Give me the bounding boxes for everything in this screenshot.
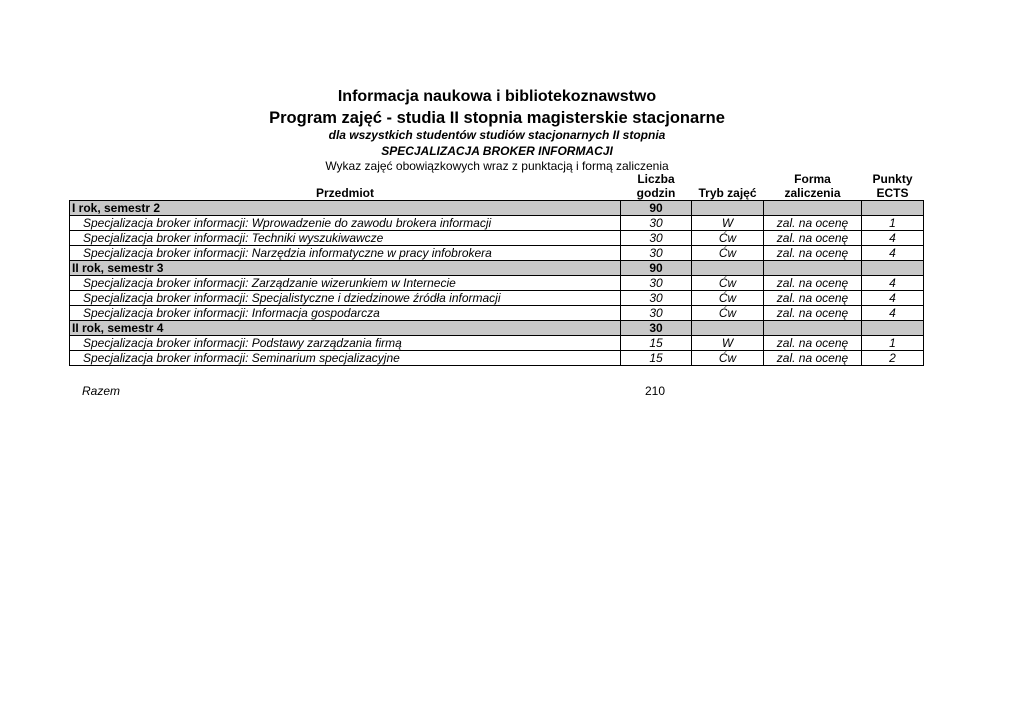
course-mode: Ćw	[692, 291, 764, 306]
course-row	[70, 246, 924, 261]
course-name: Specjalizacja broker informacji: Seminarium specjalizacyjne	[70, 351, 621, 366]
header-subject: Przedmiot	[315, 186, 374, 200]
header-form-bottom: zaliczenia	[784, 186, 841, 200]
course-name: Specjalizacja broker informacji: Informacja gospodarcza	[70, 306, 621, 321]
course-form: zal. na ocenę	[764, 231, 862, 246]
course-ects: 4	[862, 276, 924, 291]
program-title: Program zajęć - studia II stopnia magisterskie stacjonarne	[269, 109, 725, 127]
header-hours-top: Liczba	[637, 172, 675, 186]
course-form: zal. na ocenę	[764, 291, 862, 306]
semester-label: II rok, semestr 4	[70, 321, 621, 336]
course-hours: 30	[621, 231, 692, 246]
semester-form-empty	[764, 321, 862, 336]
course-name: Specjalizacja broker informacji: Narzędzia informatyczne w pracy infobrokera	[70, 246, 621, 261]
course-hours: 30	[621, 306, 692, 321]
course-form: zal. na ocenę	[764, 216, 862, 231]
semester-hours: 30	[621, 321, 692, 336]
course-row	[70, 231, 924, 246]
course-form: zal. na ocenę	[764, 336, 862, 351]
course-row	[70, 306, 924, 321]
course-row	[70, 336, 924, 351]
course-row	[70, 351, 924, 366]
total-label: Razem	[82, 384, 121, 398]
semester-ects-empty	[862, 261, 924, 276]
course-mode: W	[692, 336, 764, 351]
course-mode: Ćw	[692, 351, 764, 366]
course-mode: W	[692, 216, 764, 231]
header-ects-bottom: ECTS	[876, 186, 909, 200]
course-form: zal. na ocenę	[764, 246, 862, 261]
course-ects: 1	[862, 216, 924, 231]
header-mode-top	[692, 172, 764, 186]
course-name: Specjalizacja broker informacji: Zarządzanie wizerunkiem w Internecie	[70, 276, 621, 291]
document-title: Informacja naukowa i bibliotekoznawstwo	[337, 88, 657, 105]
header-ects-top: Punkty	[872, 172, 913, 186]
course-table	[69, 172, 924, 366]
course-mode: Ćw	[692, 306, 764, 321]
course-mode: Ćw	[692, 246, 764, 261]
course-hours: 15	[621, 351, 692, 366]
course-form: zal. na ocenę	[764, 351, 862, 366]
semester-mode-empty	[692, 321, 764, 336]
semester-form-empty	[764, 201, 862, 216]
course-row	[70, 216, 924, 231]
header-form-top: Forma	[794, 172, 831, 186]
semester-row	[70, 321, 924, 336]
table-header-row-bottom	[70, 186, 924, 201]
course-ects: 1	[862, 336, 924, 351]
course-name: Specjalizacja broker informacji: Wprowadzenie do zawodu brokera informacji	[70, 216, 621, 231]
course-hours: 15	[621, 336, 692, 351]
course-name: Specjalizacja broker informacji: Techniki wyszukiwawcze	[70, 231, 621, 246]
course-hours: 30	[621, 291, 692, 306]
specialization-title: SPECJALIZACJA BROKER INFORMACJI	[381, 144, 613, 158]
course-hours: 30	[621, 276, 692, 291]
semester-label: I rok, semestr 2	[70, 201, 621, 216]
course-form: zal. na ocenę	[764, 306, 862, 321]
course-hours: 30	[621, 246, 692, 261]
semester-row	[70, 261, 924, 276]
course-ects: 2	[862, 351, 924, 366]
semester-mode-empty	[692, 261, 764, 276]
semester-mode-empty	[692, 201, 764, 216]
course-ects: 4	[862, 306, 924, 321]
course-row	[70, 276, 924, 291]
header-hours-bottom: godzin	[636, 186, 676, 200]
course-ects: 4	[862, 291, 924, 306]
semester-hours: 90	[621, 261, 692, 276]
course-name: Specjalizacja broker informacji: Specjalistyczne i dziedzinowe źródła informacji	[70, 291, 621, 306]
course-mode: Ćw	[692, 276, 764, 291]
header-mode: Tryb zajęć	[698, 186, 757, 200]
semester-ects-empty	[862, 201, 924, 216]
audience-subtitle: dla wszystkich studentów studiów stacjonarnych II stopnia	[328, 128, 666, 142]
semester-form-empty	[764, 261, 862, 276]
total-value: 210	[644, 384, 666, 398]
semester-hours: 90	[621, 201, 692, 216]
semester-ects-empty	[862, 321, 924, 336]
course-ects: 4	[862, 231, 924, 246]
course-ects: 4	[862, 246, 924, 261]
header-empty	[70, 172, 621, 186]
course-name: Specjalizacja broker informacji: Podstawy zarządzania firmą	[70, 336, 621, 351]
semester-row	[70, 201, 924, 216]
semester-label: II rok, semestr 3	[70, 261, 621, 276]
table-header-row-top	[70, 172, 924, 186]
course-mode: Ćw	[692, 231, 764, 246]
table-caption: Wykaz zajęć obowiązkowych wraz z punktacją i formą zaliczenia	[325, 159, 669, 173]
course-hours: 30	[621, 216, 692, 231]
course-row	[70, 291, 924, 306]
course-form: zal. na ocenę	[764, 276, 862, 291]
